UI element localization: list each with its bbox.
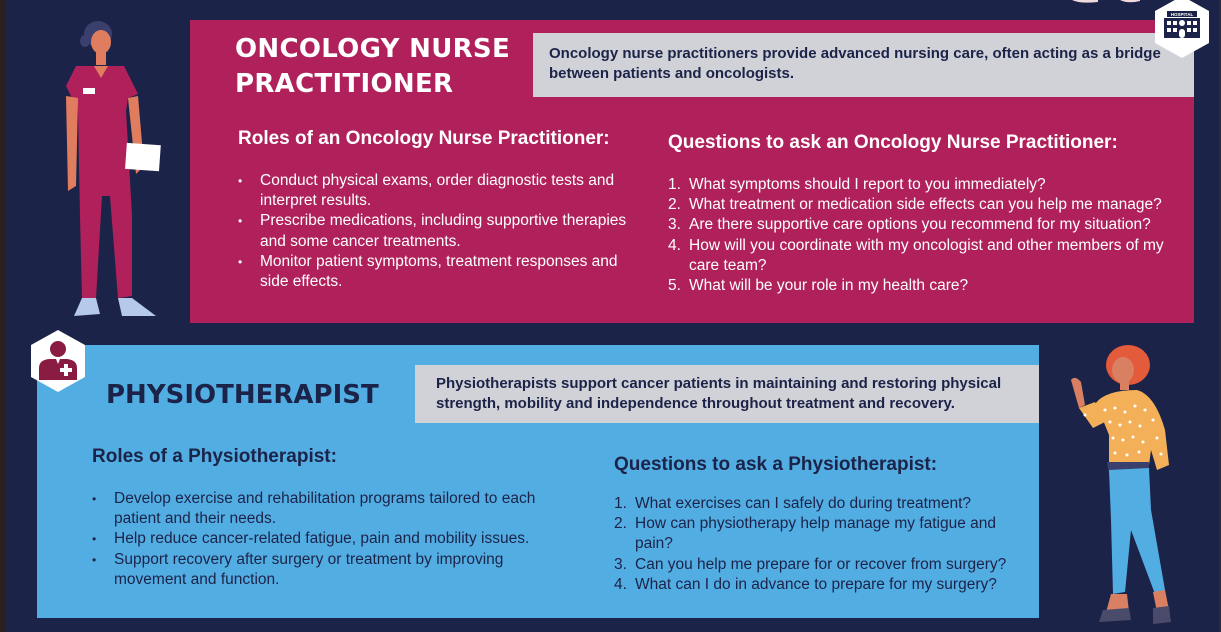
question-item [614, 575, 1034, 595]
question-item [668, 236, 1188, 276]
oncology-title-line2: PRACTITIONER [235, 69, 454, 99]
left-edge-strip [0, 0, 6, 632]
physio-title: PHYSIOTHERAPIST [106, 380, 379, 410]
role-item: • Prescribe medications, including supportive therapies and some cancer treatments. [238, 211, 648, 251]
oncology-title [235, 32, 510, 102]
top-decoration [1070, 0, 1150, 8]
question-item [668, 175, 1188, 195]
oncology-nurse-panel [190, 20, 1194, 323]
question-text: How can physiotherapy help manage my fatigue and pain? [635, 515, 997, 553]
question-item [668, 215, 1188, 235]
question-item [668, 276, 1188, 296]
question-text: Are there supportive care options you recommend for my situation? [689, 216, 1151, 234]
question-item [614, 514, 1034, 554]
question-number: 4. [614, 575, 627, 593]
woman-illustration [1065, 340, 1180, 632]
question-number: 3. [668, 216, 681, 234]
question-text: Can you help me prepare for or recover from surgery? [635, 555, 1007, 573]
oncology-questions-list [668, 175, 1188, 296]
question-number: 4. [668, 236, 681, 254]
oncology-roles-heading: Roles of an Oncology Nurse Practitioner: [238, 128, 610, 149]
oncology-questions-heading: Questions to ask an Oncology Nurse Practitioner: [668, 132, 1118, 153]
question-number: 2. [668, 196, 681, 214]
role-item: • Support recovery after surgery or treatment by improving movement and function. [92, 550, 562, 590]
physio-roles-list [92, 489, 562, 590]
role-item: • Develop exercise and rehabilitation programs tailored to each patient and their needs. [92, 489, 562, 529]
role-item: • Monitor patient symptoms, treatment responses and side effects. [238, 252, 648, 292]
question-text: What can I do in advance to prepare for my surgery? [635, 575, 997, 593]
physio-roles-heading: Roles of a Physiotherapist: [92, 446, 337, 467]
doctor-icon [29, 330, 87, 392]
question-item [614, 494, 1034, 514]
question-number: 3. [614, 555, 627, 573]
svg-text:HOSPITAL: HOSPITAL [1170, 12, 1194, 17]
question-text: What exercises can I safely do during treatment? [635, 495, 971, 512]
question-item [614, 555, 1034, 575]
hospital-icon [1153, 0, 1211, 58]
physio-description: Physiotherapists support cancer patients in maintaining and restoring physical strength, mobility and independence throughout treatment and recovery. [415, 365, 1039, 423]
physio-questions-list [614, 494, 1034, 595]
question-number: 5. [668, 277, 681, 295]
question-item [668, 195, 1188, 215]
role-item: • Conduct physical exams, order diagnostic tests and interpret results. [238, 171, 648, 211]
question-text: What treatment or medication side effects can you help me manage? [689, 196, 1162, 214]
role-item: • Help reduce cancer-related fatigue, pain and mobility issues. [92, 529, 562, 549]
question-text: How will you coordinate with my oncologist and other members of my care team? [689, 236, 1164, 274]
oncology-title-line1: ONCOLOGY NURSE [235, 34, 511, 64]
oncology-description: Oncology nurse practitioners provide advanced nursing care, often acting as a bridge between patients and oncologists. [533, 33, 1194, 97]
physiotherapist-panel [37, 345, 1039, 618]
question-number: 1. [614, 495, 627, 512]
question-text: What symptoms should I report to you immediately? [689, 176, 1046, 193]
question-number: 2. [614, 515, 627, 533]
physio-questions-heading: Questions to ask a Physiotherapist: [614, 454, 938, 475]
nurse-illustration [52, 16, 166, 320]
question-text: What will be your role in my health care? [689, 277, 969, 295]
oncology-roles-list [238, 171, 648, 292]
question-number: 1. [668, 176, 681, 193]
